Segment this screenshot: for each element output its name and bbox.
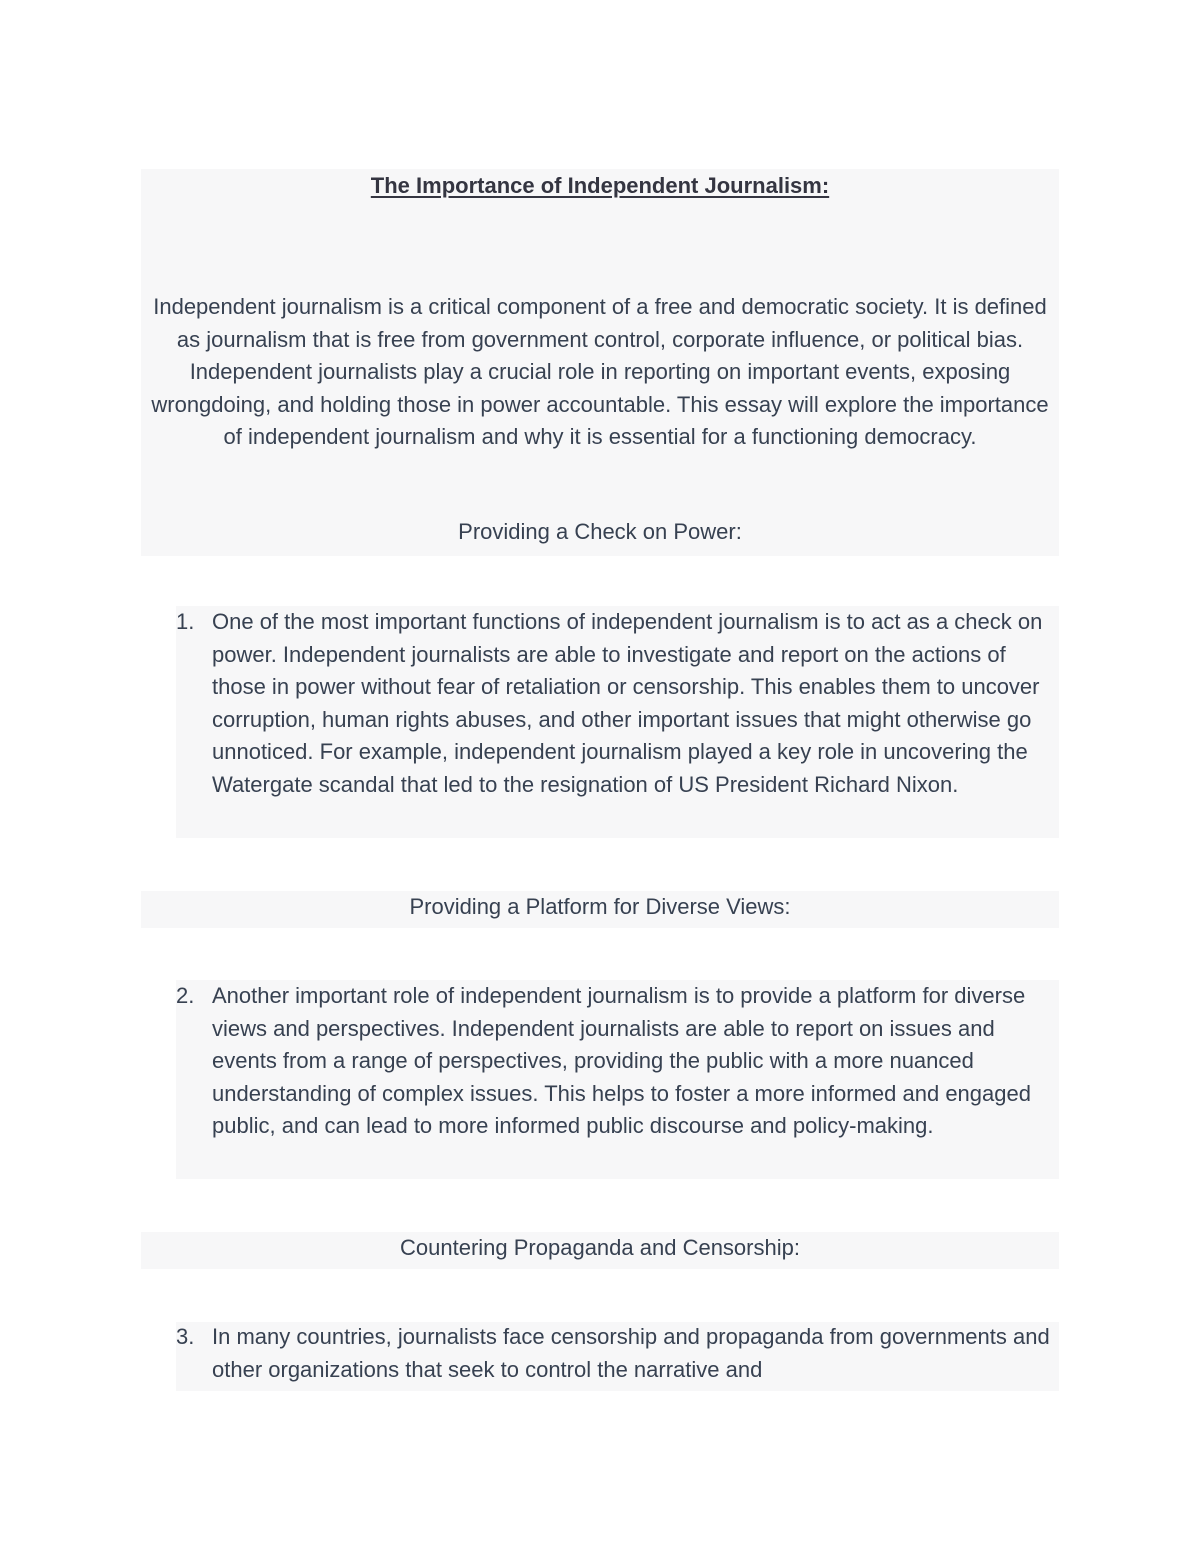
section-heading-check-on-power: Providing a Check on Power: [458,519,742,544]
list-number: 1. [176,609,195,634]
list-item-text: Another important role of independent journalism is to provide a platform for diverse views and perspectives. Independent journalists are able to report on issues and events from a range of perspectives, providing the public with a more nuanced understanding of complex issues. This helps to foster a more informed and engaged public, and can lead to more informed public discourse and policy-making. [212,983,1031,1139]
list-number: 3. [176,1324,195,1349]
section-heading-diverse-views: Providing a Platform for Diverse Views: [409,894,791,919]
document-title: The Importance of Independent Journalism: [370,173,830,198]
list-number: 2. [176,983,195,1008]
list-item-text: One of the most important functions of independent journalism is to act as a check on power. Independent journalists are able to investigate and report on the actions of those in power without fear of retaliation or censorship. This enables them to uncover corruption, human rights abuses, and other important issues that might otherwise go unnoticed. For example, independent journalism played a key role in uncovering the Watergate scandal that led to the resignation of US President Richard Nixon. [212,609,1043,797]
intro-paragraph: Independent journalism is a critical component of a free and democratic society. It is defined as journalism that is free from government control, corporate influence, or political bias. Independent journalists play a crucial role in reporting on important events, exposing wrongdoing, and holding those in power accountable. This essay will explore the importance of independent journalism and why it is essential for a functioning democracy. [151,294,1049,450]
section-heading-countering-propaganda: Countering Propaganda and Censorship: [400,1235,800,1260]
list-item-text: In many countries, journalists face censorship and propaganda from governments and other organizations that seek to control the narrative and [212,1324,1050,1382]
